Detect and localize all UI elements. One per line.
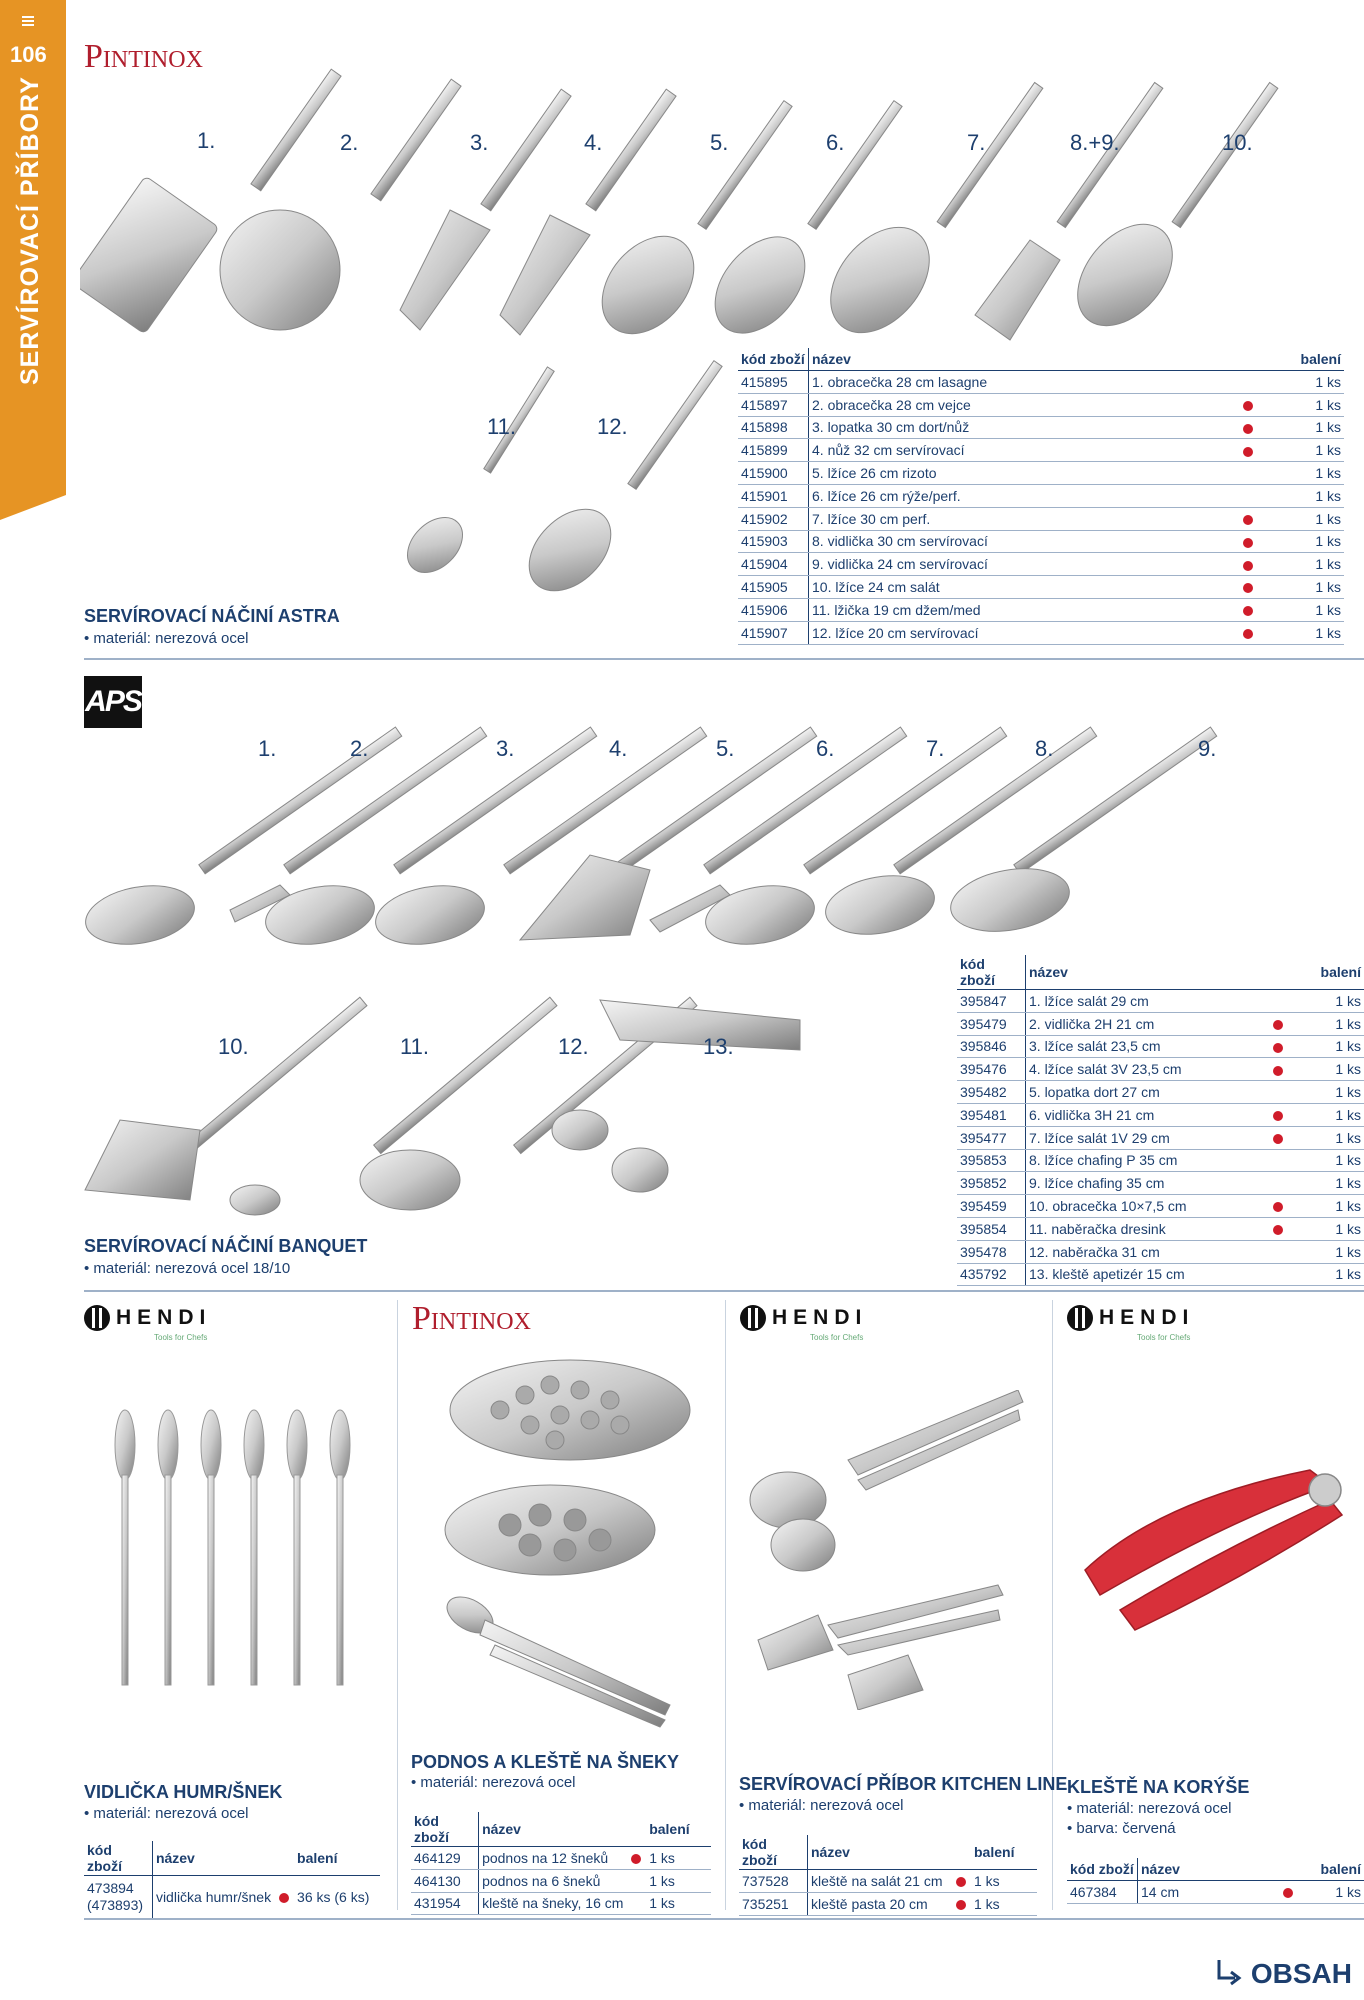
stock-dot: [956, 1877, 966, 1887]
contents-link[interactable]: [1213, 1958, 1352, 1990]
col-pack: balení: [1288, 955, 1364, 990]
column-divider: [397, 1300, 398, 1910]
astra-number-3: 3.: [470, 130, 489, 155]
stock-dot: [1273, 1066, 1283, 1076]
table-row: 415897 2. obracečka 28 cm vejce 1 ks: [738, 393, 1344, 416]
aps-logo: APS: [84, 676, 142, 728]
table-row: 467384 14 cm 1 ks: [1067, 1881, 1364, 1904]
banquet-number-8: 8.: [1035, 736, 1054, 761]
table-row: 395482 5. lopatka dort 27 cm 1 ks: [957, 1081, 1364, 1104]
table-header: [738, 348, 1344, 371]
snails-table: [411, 1812, 711, 1915]
stock-dot: [1273, 1202, 1283, 1212]
astra-number-2: 2.: [340, 130, 359, 155]
table-row: 395846 3. lžíce salát 23,5 cm 1 ks: [957, 1035, 1364, 1058]
table-row: 435792 13. kleště apetizér 15 cm 1 ks: [957, 1263, 1364, 1286]
stock-dot: [1243, 629, 1253, 639]
kitchen-subtitle: • materiál: nerezová ocel: [739, 1797, 904, 1814]
table-row: 431954 kleště na šneky, 16 cm 1 ks: [411, 1892, 711, 1915]
astra-number-6: 6.: [826, 130, 845, 155]
banquet-subtitle: • materiál: nerezová ocel 18/10: [84, 1260, 291, 1277]
stock-dot: [1243, 538, 1253, 548]
banquet-title: SERVÍROVACÍ NÁČINÍ BANQUET: [84, 1236, 368, 1256]
table-header: kód zboží název balení: [411, 1812, 711, 1847]
pintinox-logo: PINTINOX: [412, 1300, 531, 1337]
astra-number-10: 10.: [1222, 130, 1253, 155]
table-row: 395477 7. lžíce salát 1V 29 cm 1 ks: [957, 1126, 1364, 1149]
table-row: 395481 6. vidlička 3H 21 cm 1 ks: [957, 1103, 1364, 1126]
table-header: kód zboží název balení: [739, 1835, 1037, 1870]
astra-title: SERVÍROVACÍ NÁČINÍ ASTRA: [84, 606, 340, 626]
astra-number-1: 1.: [197, 128, 216, 153]
stock-dot: [1243, 401, 1253, 411]
stock-dot: [1243, 447, 1253, 457]
table-row: 395853 8. lžíce chafing P 35 cm 1 ks: [957, 1149, 1364, 1172]
stock-dot: [1273, 1134, 1283, 1144]
table-row: 415899 4. nůž 32 cm servírovací 1 ks: [738, 439, 1344, 462]
divider: [84, 658, 1364, 660]
table-row: 415905 10. lžíce 24 cm salát 1 ks: [738, 576, 1344, 599]
table-row: 464130 podnos na 6 šneků 1 ks: [411, 1869, 711, 1892]
humr-product-image: [100, 1405, 360, 1705]
hendi-logo-icon: [740, 1305, 766, 1331]
lobster-table: [1067, 1858, 1364, 1904]
table-row: 395479 2. vidlička 2H 21 cm 1 ks: [957, 1012, 1364, 1035]
lobster-subtitle-color: • barva: červená: [1067, 1820, 1176, 1837]
banquet-number-9: 9.: [1198, 736, 1217, 761]
stock-dot: [956, 1900, 966, 1910]
astra-number-8-9: 8.+9.: [1070, 130, 1120, 155]
column-divider: [725, 1300, 726, 1910]
humr-title: VIDLIČKA HUMR/ŠNEK: [84, 1782, 283, 1802]
stock-dot: [1243, 606, 1253, 616]
kitchen-table: [739, 1835, 1037, 1916]
table-row: 415907 12. lžíce 20 cm servírovací 1 ks: [738, 621, 1344, 644]
table-row: 395476 4. lžíce salát 3V 23,5 cm 1 ks: [957, 1058, 1364, 1081]
col-pack: balení: [1258, 348, 1344, 371]
banquet-number-13: 13.: [703, 1034, 734, 1059]
snails-subtitle: • materiál: nerezová ocel: [411, 1774, 576, 1791]
divider: [84, 1918, 1364, 1920]
hendi-logo-icon: [84, 1305, 110, 1331]
table-row: 415898 3. lopatka 30 cm dort/nůž 1 ks: [738, 416, 1344, 439]
hendi-logo: HENDI Tools for Chefs: [84, 1305, 211, 1331]
table-row: 415902 7. lžíce 30 cm perf. 1 ks: [738, 507, 1344, 530]
column-divider: [1052, 1300, 1053, 1910]
banquet-number-11: 11.: [400, 1034, 429, 1059]
banquet-number-3: 3.: [496, 736, 515, 761]
astra-subtitle: • materiál: nerezová ocel: [84, 630, 249, 647]
table-row: 395847 1. lžíce salát 29 cm 1 ks: [957, 990, 1364, 1013]
astra-table: [738, 348, 1344, 645]
table-row: 735251 kleště pasta 20 cm 1 ks: [739, 1892, 1037, 1915]
table-row: 737528 kleště na salát 21 cm 1 ks: [739, 1870, 1037, 1893]
contents-link-label: OBSAH: [1250, 1958, 1352, 1989]
col-code: kód zboží: [957, 955, 1026, 990]
stock-dot: [1273, 1111, 1283, 1121]
divider: [84, 1290, 1364, 1292]
kitchen-product-image: [748, 1390, 1028, 1710]
banquet-number-7: 7.: [926, 736, 945, 761]
lobster-title: KLEŠTĚ NA KORÝŠE: [1067, 1777, 1250, 1797]
astra-number-12: 12.: [597, 414, 628, 439]
snails-title: PODNOS A KLEŠTĚ NA ŠNEKY: [411, 1752, 680, 1772]
table-row: 415904 9. vidlička 24 cm servírovací 1 ks: [738, 553, 1344, 576]
stock-dot: [1243, 561, 1253, 571]
astra-number-7: 7.: [967, 130, 986, 155]
banquet-number-10: 10.: [218, 1034, 249, 1059]
banquet-number-4: 4.: [609, 736, 628, 761]
snails-product-image: [440, 1355, 700, 1735]
banquet-number-12: 12.: [558, 1034, 589, 1059]
table-row: 395854 11. naběračka dresink 1 ks: [957, 1217, 1364, 1240]
arrow-return-icon: [1213, 1958, 1245, 1990]
stock-dot: [631, 1854, 641, 1864]
stock-dot: [1243, 424, 1253, 434]
col-name: název: [1026, 955, 1269, 990]
banquet-number-6: 6.: [816, 736, 835, 761]
hendi-logo: HENDI Tools for Chefs: [1067, 1305, 1194, 1331]
table-row: 395852 9. lžíce chafing 35 cm 1 ks: [957, 1172, 1364, 1195]
section-tab: [0, 0, 66, 520]
table-header: kód zboží název balení: [1067, 1858, 1364, 1881]
section-label: SERVÍROVACÍ PŘÍBORY: [16, 76, 44, 385]
hendi-logo: HENDI Tools for Chefs: [740, 1305, 867, 1331]
humr-table: [84, 1841, 380, 1919]
stock-dot: [1243, 515, 1253, 525]
table-row: 415901 6. lžíce 26 cm rýže/perf. 1 ks: [738, 484, 1344, 507]
astra-number-5: 5.: [710, 130, 729, 155]
table-row: 415895 1. obracečka 28 cm lasagne 1 ks: [738, 371, 1344, 394]
table-row: 395459 10. obracečka 10×7,5 cm 1 ks: [957, 1195, 1364, 1218]
stock-dot: [279, 1893, 289, 1903]
table-row: 395478 12. naběračka 31 cm 1 ks: [957, 1240, 1364, 1263]
stock-dot: [1273, 1020, 1283, 1030]
table-header: [957, 955, 1364, 990]
col-name: název: [809, 348, 1239, 371]
banquet-number-2: 2.: [350, 736, 369, 761]
table-row: 415906 11. lžička 19 cm džem/med 1 ks: [738, 598, 1344, 621]
stock-dot: [1273, 1043, 1283, 1053]
pintinox-logo: PINTINOX: [84, 38, 203, 75]
table-row: 415903 8. vidlička 30 cm servírovací 1 ks: [738, 530, 1344, 553]
col-code: kód zboží: [738, 348, 809, 371]
banquet-number-5: 5.: [716, 736, 735, 761]
lobster-product-image: [1080, 1460, 1350, 1640]
astra-number-11: 11.: [487, 414, 516, 439]
astra-number-4: 4.: [584, 130, 603, 155]
stock-dot: [1243, 583, 1253, 593]
stock-dot: [1283, 1888, 1293, 1898]
table-row: 415900 5. lžíce 26 cm rizoto 1 ks: [738, 462, 1344, 485]
kitchen-title: SERVÍROVACÍ PŘÍBOR KITCHEN LINE: [739, 1774, 1068, 1794]
menu-icon[interactable]: [22, 16, 34, 26]
table-row: 473894 (473893) vidlička humr/šnek 36 ks (6 ks): [84, 1876, 380, 1919]
lobster-subtitle-material: • materiál: nerezová ocel: [1067, 1800, 1232, 1817]
stock-dot: [1273, 1225, 1283, 1235]
page-number: 106: [10, 42, 47, 67]
table-header: kód zboží název balení: [84, 1841, 380, 1876]
banquet-number-1: 1.: [258, 736, 277, 761]
banquet-table: [957, 955, 1364, 1286]
table-row: 464129 podnos na 12 šneků 1 ks: [411, 1847, 711, 1870]
hendi-logo-icon: [1067, 1305, 1093, 1331]
humr-subtitle: • materiál: nerezová ocel: [84, 1805, 249, 1822]
